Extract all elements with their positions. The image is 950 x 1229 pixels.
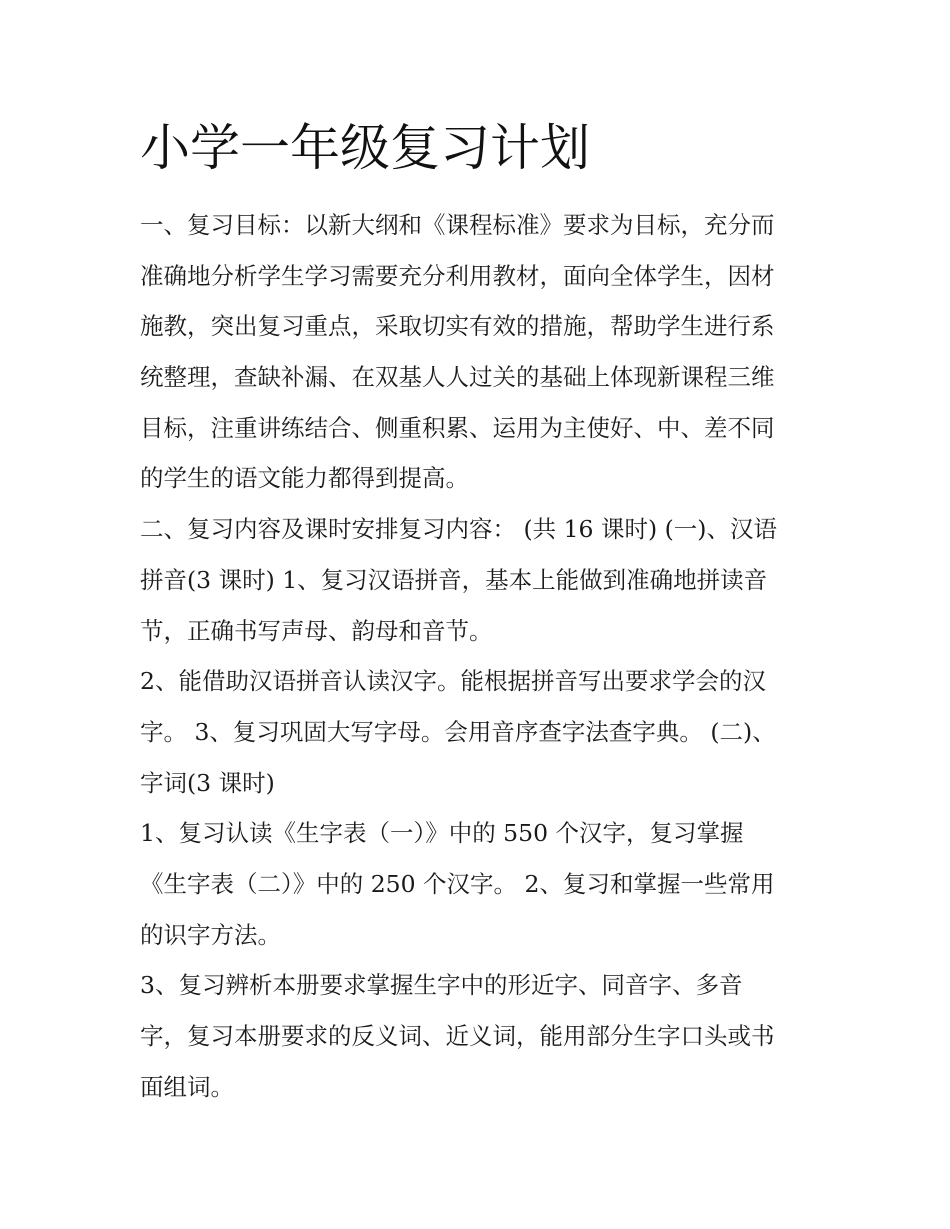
- text-line: 拼音(3 课时) 1、复习汉语拼音，基本上能做到准确地拼读音: [140, 565, 768, 594]
- text-line: 施教，突出复习重点，采取切实有效的措施，帮助学生进行系: [140, 312, 775, 341]
- text-line: 字，复习本册要求的反义词、近义词，能用部分生字口头或书: [140, 1022, 775, 1050]
- document-body: [140, 200, 820, 1112]
- text-line: 面组词。: [140, 1072, 234, 1101]
- text-line: 字词(3 课时): [140, 768, 275, 797]
- text-line: 统整理，查缺补漏、在双基人人过关的基础上体现新课程三维: [140, 363, 775, 392]
- text-line: 2、能借助汉语拼音认读汉字。能根据拼音写出要求学会的汉: [140, 667, 766, 696]
- text-line: 目标，注重讲练结合、侧重积累、运用为主使好、中、差不同: [140, 413, 775, 442]
- text-line: 3、复习辨析本册要求掌握生字中的形近字、同音字、多音: [140, 971, 743, 1000]
- document-title: 小学一年级复习计划: [140, 119, 590, 177]
- text-line: 字。 3、复习巩固大写字母。会用音序查字法查字典。 (二)、: [140, 717, 776, 746]
- text-line: 的学生的语文能力都得到提高。: [140, 464, 469, 493]
- text-line: 二、复习内容及课时安排复习内容： (共 16 课时) (一)、汉语: [140, 515, 777, 544]
- text-line: 准确地分析学生学习需要充分利用教材，面向全体学生，因材: [140, 261, 775, 290]
- text-line: 1、复习认读《生字表（一）》中的 550 个汉字，复习掌握: [140, 819, 744, 848]
- text-line: 一、复习目标：以新大纲和《课程标准》要求为目标，充分而: [140, 211, 775, 239]
- text-line: 的识字方法。: [140, 920, 281, 949]
- text-line: 《生字表（二）》中的 250 个汉字。 2、复习和掌握一些常用: [140, 869, 775, 898]
- text-line: 节，正确书写声母、韵母和音节。: [140, 616, 493, 645]
